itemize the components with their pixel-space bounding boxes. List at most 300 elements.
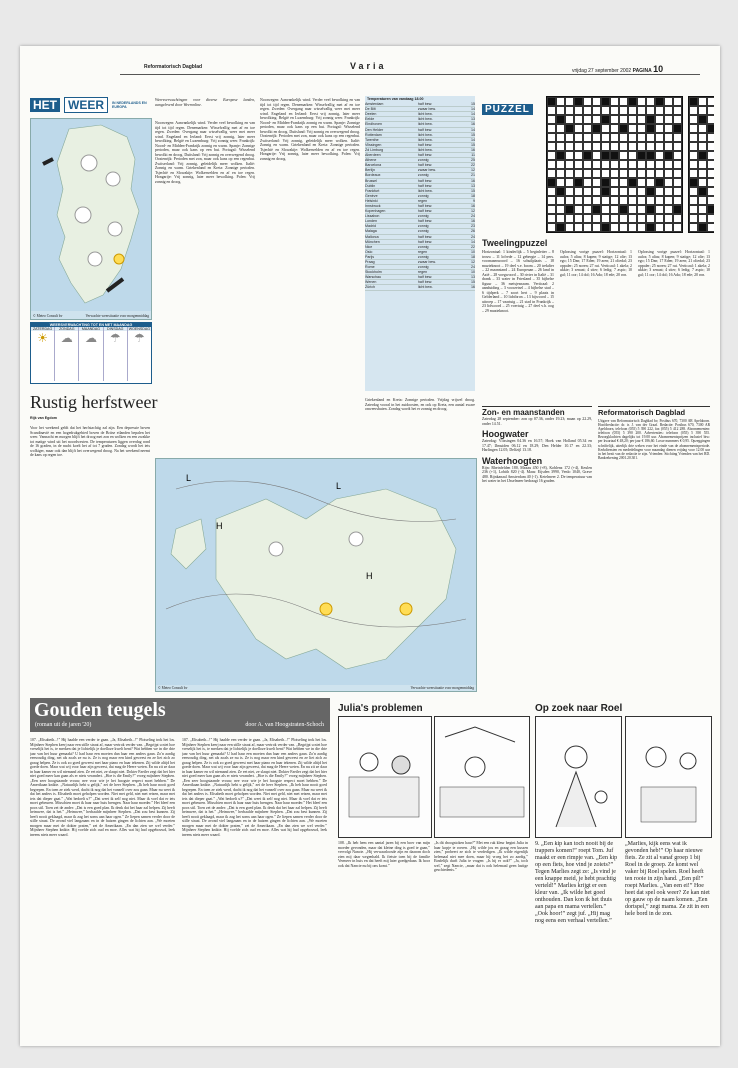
crossword-cell[interactable]: [646, 142, 655, 151]
crossword-cell[interactable]: [707, 169, 714, 178]
crossword-cell[interactable]: [565, 178, 574, 187]
crossword-cell[interactable]: [592, 223, 601, 232]
crossword-cell[interactable]: [698, 187, 707, 196]
crossword-cell[interactable]: [565, 214, 574, 223]
crossword-cell[interactable]: [547, 142, 556, 151]
crossword-cell[interactable]: [655, 160, 664, 169]
crossword-cell[interactable]: [707, 223, 714, 232]
crossword-cell[interactable]: [619, 124, 628, 133]
crossword-cell[interactable]: [637, 133, 646, 142]
crossword-cell[interactable]: [619, 223, 628, 232]
crossword-cell[interactable]: [601, 106, 610, 115]
crossword-cell[interactable]: [556, 160, 565, 169]
crossword-cell[interactable]: [698, 115, 707, 124]
crossword-cell[interactable]: [556, 178, 565, 187]
crossword-cell[interactable]: [556, 151, 565, 160]
crossword-cell[interactable]: [655, 214, 664, 223]
crossword-cell[interactable]: [637, 187, 646, 196]
crossword-cell[interactable]: [619, 160, 628, 169]
crossword-cell[interactable]: [601, 124, 610, 133]
crossword-cell[interactable]: [707, 106, 714, 115]
crossword-cell[interactable]: [583, 151, 592, 160]
crossword-grid[interactable]: [546, 96, 683, 233]
crossword-cell[interactable]: [601, 187, 610, 196]
crossword-cell[interactable]: [646, 169, 655, 178]
crossword-cell[interactable]: [637, 142, 646, 151]
crossword-cell[interactable]: [547, 124, 556, 133]
crossword-cell[interactable]: [689, 142, 698, 151]
crossword-cell[interactable]: [707, 196, 714, 205]
crossword-cell[interactable]: [673, 133, 682, 142]
crossword-cell[interactable]: [565, 133, 574, 142]
crossword-cell[interactable]: [547, 196, 556, 205]
crossword-cell[interactable]: [707, 124, 714, 133]
crossword-cell[interactable]: [547, 169, 556, 178]
crossword-cell[interactable]: [583, 214, 592, 223]
logo-het: HET: [30, 98, 60, 112]
crossword-cell[interactable]: [655, 115, 664, 124]
crossword-cell[interactable]: [610, 97, 619, 106]
crossword-cell[interactable]: [637, 205, 646, 214]
crossword-cell[interactable]: [583, 223, 592, 232]
crossword-cell[interactable]: [698, 223, 707, 232]
crossword-cell[interactable]: [646, 214, 655, 223]
crossword-cell[interactable]: [547, 178, 556, 187]
crossword-cell[interactable]: [619, 97, 628, 106]
crossword-cell[interactable]: [601, 205, 610, 214]
crossword-cell[interactable]: [583, 187, 592, 196]
crossword-cell[interactable]: [646, 205, 655, 214]
crossword-cell[interactable]: [628, 151, 637, 160]
crossword-cell[interactable]: [707, 133, 714, 142]
crossword-cell[interactable]: [664, 178, 673, 187]
crossword-cell[interactable]: [610, 214, 619, 223]
crossword-cell[interactable]: [583, 97, 592, 106]
crossword-cell[interactable]: [592, 133, 601, 142]
crossword-cell[interactable]: [673, 115, 682, 124]
crossword-cell[interactable]: [673, 160, 682, 169]
crossword-cell[interactable]: [664, 115, 673, 124]
crossword-cell[interactable]: [565, 223, 574, 232]
europe-map-caption: Verwachte weersituatie voor morgenmiddag: [410, 685, 474, 690]
crossword-cell[interactable]: [673, 187, 682, 196]
crossword-cell[interactable]: [655, 151, 664, 160]
crossword-cell[interactable]: [592, 214, 601, 223]
crossword-cell[interactable]: [628, 160, 637, 169]
crossword-cell[interactable]: [610, 106, 619, 115]
temperature-value: 25: [465, 158, 475, 163]
crossword-cell[interactable]: [547, 115, 556, 124]
crossword-cell[interactable]: [655, 205, 664, 214]
crossword-cell[interactable]: [637, 106, 646, 115]
crossword-cell[interactable]: [673, 97, 682, 106]
crossword-cell[interactable]: [698, 196, 707, 205]
crossword-cell[interactable]: [655, 223, 664, 232]
crossword-cell[interactable]: [592, 169, 601, 178]
crossword-cell[interactable]: [547, 187, 556, 196]
crossword-cell[interactable]: [556, 205, 565, 214]
crossword-cell[interactable]: [689, 160, 698, 169]
europe-forecast-col1: Noorwegen: Aanvankelijk wind. Verder veel bewolking en van tijd tot tijd regen. Denemarken: Wisselvallig met af en toe regen. Zweden: Overgang naar wisselvallig weer met meer wind. Engeland en Ierland: Eerst vrij zonnig, later meer bewolking. België en Luxemburg: Vrij zonnig weer. Frankrijk: Noord- en Midden-Frankrijk zonnig en warm. Spanje: Zonnige perioden, maar ook kans op een bui. Portugal: Wisselend bewolkt en droog. Duitsland: Vrij zonnig en overwegend droog. Oostenrijk: Perioden met zon, maar ook kans op een regenbui. Zwitserland: Vrij zonnig, geleidelijk meer wolken. Italië: Zonnig en warm. Griekenland en Kreta: Zonnige perioden. Tsjechië en Slowakije: Wolkenvelden en af en toe regen. Hongarije: Vrij zonnig, later meer bewolking. Polen: Vrij zonnig en droog.: [155, 121, 255, 184]
crossword-cell[interactable]: [637, 169, 646, 178]
city-name: Bordeaux: [365, 173, 418, 178]
crossword-cell[interactable]: [637, 178, 646, 187]
crossword-cell[interactable]: [547, 214, 556, 223]
temperature-value: 18: [465, 193, 475, 198]
five-day-forecast: [30, 322, 152, 384]
crossword-cell[interactable]: [707, 160, 714, 169]
crossword-cell[interactable]: [707, 187, 714, 196]
crossword-cell[interactable]: [689, 97, 698, 106]
crossword-cell[interactable]: [583, 205, 592, 214]
crossword-cell[interactable]: [655, 142, 664, 151]
crossword-cell[interactable]: [698, 133, 707, 142]
crossword-cell[interactable]: [689, 106, 698, 115]
crossword-cell[interactable]: [628, 142, 637, 151]
crossword-cell[interactable]: [637, 214, 646, 223]
crossword-cell[interactable]: [556, 169, 565, 178]
crossword-cell[interactable]: [664, 124, 673, 133]
crossword-cell[interactable]: [547, 223, 556, 232]
crossword-cell[interactable]: [583, 115, 592, 124]
crossword-cell[interactable]: [628, 169, 637, 178]
crossword-cell[interactable]: [592, 142, 601, 151]
crossword-cell[interactable]: [664, 133, 673, 142]
crossword-cell[interactable]: [574, 214, 583, 223]
crossword-cell[interactable]: [574, 106, 583, 115]
crossword-cell[interactable]: [707, 142, 714, 151]
date-text: vrijdag 27 september 2002: [572, 68, 632, 74]
crossword-cell[interactable]: [610, 151, 619, 160]
crossword-cell[interactable]: [565, 142, 574, 151]
crossword-cell[interactable]: [574, 124, 583, 133]
comic-drawing: [435, 717, 529, 837]
crossword-cell[interactable]: [601, 169, 610, 178]
crossword-cell[interactable]: [673, 106, 682, 115]
crossword-cell[interactable]: [664, 106, 673, 115]
crossword-cell[interactable]: [664, 160, 673, 169]
crossword-cell[interactable]: [601, 214, 610, 223]
crossword-cell[interactable]: [592, 115, 601, 124]
crossword-cell[interactable]: [628, 106, 637, 115]
forecast-day: [31, 327, 55, 381]
crossword-cell[interactable]: [646, 178, 655, 187]
crossword-cell[interactable]: [673, 151, 682, 160]
crossword-cell[interactable]: [655, 196, 664, 205]
crossword-cell[interactable]: [601, 223, 610, 232]
crossword-cell[interactable]: [707, 97, 714, 106]
crossword-cell[interactable]: [698, 205, 707, 214]
page-date: [572, 64, 663, 74]
crossword-cell[interactable]: [583, 169, 592, 178]
crossword-cell[interactable]: [689, 205, 698, 214]
crossword-cell[interactable]: [689, 151, 698, 160]
crossword-cell[interactable]: [583, 178, 592, 187]
crossword-cell[interactable]: [707, 214, 714, 223]
temperature-value: 15: [465, 142, 475, 147]
crossword-cell[interactable]: [547, 151, 556, 160]
crossword-cell[interactable]: [646, 187, 655, 196]
crossword-cell[interactable]: [637, 124, 646, 133]
crossword-cell[interactable]: [610, 160, 619, 169]
crossword-cell[interactable]: [646, 151, 655, 160]
crossword-cell[interactable]: [655, 124, 664, 133]
crossword-cell[interactable]: [610, 178, 619, 187]
crossword-cell[interactable]: [610, 196, 619, 205]
crossword-cell[interactable]: [637, 115, 646, 124]
crossword-cell[interactable]: [565, 106, 574, 115]
crossword-cell[interactable]: [637, 97, 646, 106]
crossword-cell[interactable]: [673, 223, 682, 232]
crossword-cell[interactable]: [619, 115, 628, 124]
crossword-cell[interactable]: [619, 187, 628, 196]
roel-panel-2: [625, 716, 712, 838]
crossword-cell[interactable]: [664, 223, 673, 232]
crossword-cell[interactable]: [655, 133, 664, 142]
page-label: PAGINA: [632, 68, 652, 74]
crossword-cell[interactable]: [610, 115, 619, 124]
crossword-cell[interactable]: [556, 133, 565, 142]
crossword-cell[interactable]: [583, 124, 592, 133]
crossword-cell[interactable]: [592, 124, 601, 133]
crossword-cell[interactable]: [673, 169, 682, 178]
crossword-cell[interactable]: [689, 133, 698, 142]
crossword-cell[interactable]: [592, 187, 601, 196]
crossword-cell[interactable]: [565, 97, 574, 106]
crossword-cell[interactable]: [646, 196, 655, 205]
crossword-cell[interactable]: [673, 142, 682, 151]
crossword-cell[interactable]: [673, 124, 682, 133]
crossword-cell[interactable]: [689, 124, 698, 133]
crossword-cell[interactable]: [628, 205, 637, 214]
crossword-cell[interactable]: [628, 115, 637, 124]
crossword-cell[interactable]: [707, 115, 714, 124]
crossword-cell[interactable]: [664, 214, 673, 223]
crossword-cell[interactable]: [673, 214, 682, 223]
crossword-cell[interactable]: [655, 178, 664, 187]
crossword-cell[interactable]: [646, 124, 655, 133]
crossword-cell[interactable]: [565, 151, 574, 160]
serial-author: door A. van Hoogstraten-Schoch: [245, 722, 324, 728]
crossword-cell[interactable]: [565, 169, 574, 178]
crossword-cell[interactable]: [556, 223, 565, 232]
crossword-cell[interactable]: [664, 97, 673, 106]
crossword-cell[interactable]: [689, 196, 698, 205]
crossword-cell[interactable]: [628, 187, 637, 196]
crossword-cell[interactable]: [583, 106, 592, 115]
crossword-cell[interactable]: [556, 106, 565, 115]
crossword-cell[interactable]: [628, 178, 637, 187]
crossword-cell[interactable]: [619, 214, 628, 223]
crossword-cell[interactable]: [592, 151, 601, 160]
crossword-cell[interactable]: [592, 178, 601, 187]
crossword-cell[interactable]: [556, 187, 565, 196]
crossword-cell[interactable]: [628, 223, 637, 232]
crossword-cell[interactable]: [574, 178, 583, 187]
crossword-cell[interactable]: [637, 196, 646, 205]
crossword-cell[interactable]: [574, 97, 583, 106]
crossword-cell[interactable]: [655, 169, 664, 178]
crossword-cell[interactable]: [565, 115, 574, 124]
puzzle-clues-col1: Horizontaal: 1 kinderlijk – 5 beginletter – 8 trouw – 11 lofrede – 12 gebergte – 14 pers. voornaamwoord – 16 schuilplaats – 18 muzieknoot – 19 deel v.e. boom – 20 trekdier – 22 maanstand – 24 Europeaan – 26 land in Azië – 28 voegwoord – 30 rivier in Italië – 31 drank – 33 water in Friesland – 35 bijbelse figuur – 36 meisjesnaam. Verticaal: 2 aanduiding – 3 voorzetsel – 4 bijbelse stad – 6 tijdperk – 7 soort hert – 9 plaats in Gelderland – 10 lichtbron – 13 bijwoord – 15 uitroep – 17 vaartuig – 21 stad in Frankrijk – 23 lidwoord – 25 voertuig – 27 deel v.h. oog – 29 muzieknoot.: [482, 250, 554, 313]
crossword-cell[interactable]: [601, 151, 610, 160]
crossword-cell[interactable]: [583, 142, 592, 151]
crossword-cell[interactable]: [574, 160, 583, 169]
crossword-cell[interactable]: [592, 205, 601, 214]
crossword-cell[interactable]: [565, 160, 574, 169]
crossword-cell[interactable]: [592, 196, 601, 205]
crossword-cell[interactable]: [601, 160, 610, 169]
crossword-cell[interactable]: [646, 115, 655, 124]
crossword-cell[interactable]: [646, 160, 655, 169]
crossword-cell[interactable]: [610, 205, 619, 214]
crossword-cell[interactable]: [673, 178, 682, 187]
crossword-cell[interactable]: [610, 187, 619, 196]
crossword-cell[interactable]: [574, 142, 583, 151]
crossword-cell[interactable]: [610, 223, 619, 232]
crossword-cell[interactable]: [592, 106, 601, 115]
crossword-cell[interactable]: [547, 160, 556, 169]
crossword-cell[interactable]: [698, 142, 707, 151]
crossword-cell[interactable]: [619, 133, 628, 142]
crossword-grid[interactable]: [688, 96, 714, 233]
crossword-cell[interactable]: [689, 214, 698, 223]
crossword-cell[interactable]: [698, 151, 707, 160]
city-name: Twenthe: [365, 137, 418, 142]
crossword-cell[interactable]: [619, 196, 628, 205]
forecast-day-name: WOENSDAG: [128, 327, 151, 332]
temperature-value: 11: [465, 153, 475, 158]
crossword-cell[interactable]: [583, 196, 592, 205]
crossword-grid-left: [546, 96, 683, 233]
crossword-cell[interactable]: [610, 133, 619, 142]
crossword-cell[interactable]: [601, 97, 610, 106]
weather-condition: zonnig: [418, 214, 465, 219]
crossword-cell[interactable]: [565, 196, 574, 205]
crossword-cell[interactable]: [601, 178, 610, 187]
crossword-cell[interactable]: [689, 178, 698, 187]
crossword-cell[interactable]: [689, 169, 698, 178]
crossword-cell[interactable]: [574, 205, 583, 214]
crossword-cell[interactable]: [664, 187, 673, 196]
crossword-cell[interactable]: [673, 196, 682, 205]
crossword-cell[interactable]: [646, 133, 655, 142]
crossword-cell[interactable]: [689, 223, 698, 232]
crossword-cell[interactable]: [637, 160, 646, 169]
crossword-cell[interactable]: [619, 106, 628, 115]
crossword-cell[interactable]: [592, 97, 601, 106]
crossword-cell[interactable]: [664, 151, 673, 160]
crossword-cell[interactable]: [574, 133, 583, 142]
crossword-cell[interactable]: [689, 115, 698, 124]
crossword-cell[interactable]: [619, 169, 628, 178]
crossword-cell[interactable]: [601, 142, 610, 151]
crossword-cell[interactable]: [574, 196, 583, 205]
crossword-cell[interactable]: [547, 106, 556, 115]
crossword-cell[interactable]: [655, 106, 664, 115]
crossword-cell[interactable]: [547, 97, 556, 106]
crossword-cell[interactable]: [619, 178, 628, 187]
forecast-day-name: DINSDAG: [104, 327, 127, 331]
crossword-cell[interactable]: [628, 124, 637, 133]
crossword-cell[interactable]: [637, 151, 646, 160]
weather-condition: regen: [418, 198, 465, 203]
header-rule: [120, 74, 700, 75]
crossword-cell[interactable]: [646, 97, 655, 106]
crossword-cell[interactable]: [592, 160, 601, 169]
crossword-cell[interactable]: [556, 124, 565, 133]
crossword-cell[interactable]: [556, 142, 565, 151]
crossword-cell[interactable]: [628, 97, 637, 106]
crossword-cell[interactable]: [664, 196, 673, 205]
crossword-cell[interactable]: [547, 205, 556, 214]
crossword-cell[interactable]: [547, 133, 556, 142]
crossword-cell[interactable]: [698, 106, 707, 115]
crossword-cell[interactable]: [655, 187, 664, 196]
crossword-cell[interactable]: [556, 214, 565, 223]
crossword-cell[interactable]: [610, 142, 619, 151]
crossword-cell[interactable]: [556, 97, 565, 106]
crossword-cell[interactable]: [601, 133, 610, 142]
crossword-cell[interactable]: [646, 106, 655, 115]
crossword-cell[interactable]: [610, 124, 619, 133]
crossword-cell[interactable]: [601, 115, 610, 124]
crossword-cell[interactable]: [637, 223, 646, 232]
crossword-cell[interactable]: [601, 196, 610, 205]
crossword-cell[interactable]: [698, 169, 707, 178]
crossword-cell[interactable]: [655, 97, 664, 106]
crossword-cell[interactable]: [628, 196, 637, 205]
crossword-cell[interactable]: [707, 205, 714, 214]
crossword-cell[interactable]: [628, 214, 637, 223]
crossword-cell[interactable]: [574, 151, 583, 160]
crossword-cell[interactable]: [619, 142, 628, 151]
crossword-cell[interactable]: [707, 151, 714, 160]
crossword-cell[interactable]: [610, 169, 619, 178]
crossword-cell[interactable]: [556, 196, 565, 205]
crossword-cell[interactable]: [565, 124, 574, 133]
crossword-cell[interactable]: [698, 97, 707, 106]
logo-sub: IN NEDERLANDS EN EUROPA: [112, 101, 147, 110]
crossword-cell[interactable]: [673, 205, 682, 214]
crossword-cell[interactable]: [556, 115, 565, 124]
crossword-cell[interactable]: [565, 205, 574, 214]
crossword-cell[interactable]: [689, 187, 698, 196]
crossword-cell[interactable]: [698, 124, 707, 133]
tide-title: Hoogwater: [482, 429, 529, 439]
crossword-cell[interactable]: [664, 169, 673, 178]
crossword-cell[interactable]: [574, 187, 583, 196]
city-name: Rotterdam: [365, 132, 418, 137]
crossword-cell[interactable]: [619, 151, 628, 160]
crossword-cell[interactable]: [707, 178, 714, 187]
crossword-cell[interactable]: [583, 160, 592, 169]
crossword-cell[interactable]: [574, 223, 583, 232]
crossword-cell[interactable]: [698, 178, 707, 187]
crossword-cell[interactable]: [664, 142, 673, 151]
crossword-cell[interactable]: [583, 133, 592, 142]
temperature-value: 24: [465, 214, 475, 219]
crossword-cell[interactable]: [574, 169, 583, 178]
crossword-cell[interactable]: [619, 205, 628, 214]
crossword-cell[interactable]: [698, 160, 707, 169]
crossword-cell[interactable]: [664, 205, 673, 214]
crossword-cell[interactable]: [698, 214, 707, 223]
crossword-cell[interactable]: [574, 115, 583, 124]
crossword-cell[interactable]: [565, 187, 574, 196]
crossword-cell[interactable]: [646, 223, 655, 232]
crossword-cell[interactable]: [628, 133, 637, 142]
